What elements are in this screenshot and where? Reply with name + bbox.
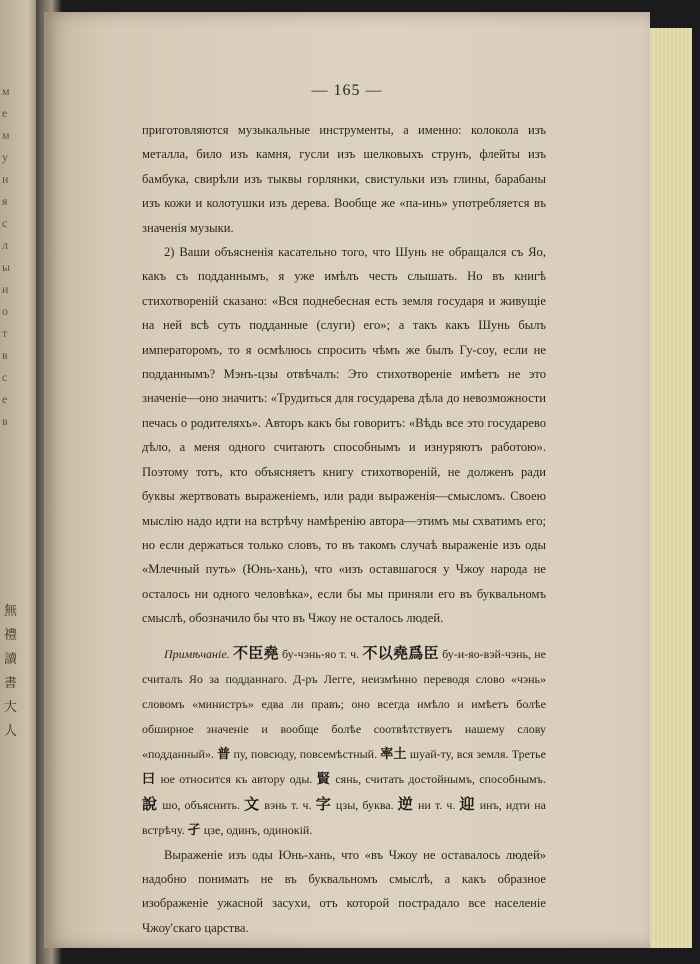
page-block-edge	[646, 28, 692, 948]
book-page	[44, 12, 650, 948]
left-page-fragment: т	[2, 326, 8, 340]
cjk-glyphs: 不臣堯	[232, 643, 279, 662]
left-page-fragment: у	[2, 150, 8, 164]
left-page-fragment: м	[2, 128, 10, 142]
note-text: юе относится къ автору оды.	[156, 771, 317, 786]
paragraph-dialogue: 2) Ваши объясненія касательно того, что Шунь не обращался съ Яо, какъ съ подданнымъ, я уже имѣлъ честь слышать. Но въ книгѣ стихотвореній сказано: «Вся поднебесная есть земля государя и живущіе на ней всѣ суть подданные (слуги) его»; а такъ какъ Шунь былъ императоромъ, то я осмѣлюсь спросить чѣмъ же былъ Гу-coy, если не подданнымъ? Мэнъ-цзы отвѣчалъ: Это стихотвореніе имѣетъ не это значеніе—оно значитъ: «Трудиться для государева дѣла до невозможности печась о родителяхъ». Авторъ какъ бы говоритъ: «Вѣдь все это государево дѣло, а меня одного считаютъ способнымъ и изнуряютъ работою». Поэтому тотъ, кто объясняетъ книгу стихотвореній, не долженъ ради буквы жертвовать выраженіемъ, или ради выраженія—смысломъ. Своею мыслію надо идти на встрѣчу намѣренію автора—этимъ мы схватимъ его; но если держаться только словъ, то въ такомъ случаѣ выраженіе изъ оды «Млечный путь» (Юнь-хань), что «изъ оставшагося у Чжоу народа не осталось ни одного человѣка», если бы мы приняли его въ буквальномъ смыслѣ, обозначило бы что въ Чжоу не осталось людей.	[142, 245, 546, 626]
note-text: бу-чэнь-яо т. ч.	[278, 646, 363, 661]
cjk-glyphs: 孑	[187, 822, 201, 838]
note-text: инъ, идти на встрѣчу.	[142, 797, 546, 837]
note-paragraph	[142, 641, 546, 843]
cjk-glyphs: 不以堯爲臣	[362, 643, 439, 662]
note-text: сянь, считать достойнымъ, способнымъ.	[331, 771, 546, 786]
left-page-cjk-char: 無	[4, 604, 18, 619]
left-page-fragment: е	[2, 392, 8, 406]
cjk-glyphs: 迎	[459, 794, 476, 813]
left-page-fragment: я	[2, 194, 8, 208]
left-page-cjk-char: 書	[4, 676, 18, 691]
note-text: цзе, одинъ, одинокій.	[200, 822, 313, 837]
left-page-text	[2, 80, 36, 432]
page-body	[142, 118, 546, 940]
left-page-fragment: е	[2, 106, 8, 120]
left-page-cjk-char: 大	[4, 700, 18, 715]
note-text: вэнь т. ч.	[260, 797, 316, 812]
left-page-fragment: о	[2, 304, 8, 318]
left-page-cjk-char: 人	[4, 724, 18, 739]
cjk-glyphs: 曰	[142, 771, 157, 787]
note-text: пу, повсюду, повсемѣстный.	[230, 746, 381, 761]
left-page-cjk-column	[4, 600, 34, 744]
note-text: ни т. ч.	[413, 797, 460, 812]
left-page-fragment: ы	[2, 260, 11, 274]
note-text: шуай-ту, вся земля. Третье	[406, 746, 546, 761]
left-page-fragment: и	[2, 172, 9, 186]
cjk-glyphs: 率土	[380, 746, 407, 762]
note-label: Примѣчаніе.	[164, 646, 230, 661]
paragraph-conclusion: Выраженіе изъ оды Юнь-хань, что «въ Чжоу не оставалось людей» надобно понимать не въ буквальномъ смыслѣ, а какъ образное изображеніе ужасной засухи, отъ которой пострадало все населеніе Чжоу'скаго царства.	[142, 847, 546, 935]
left-page-fragment: с	[2, 216, 8, 230]
note-text: цзы, буква.	[331, 797, 398, 812]
cjk-glyphs: 字	[315, 794, 332, 813]
cjk-glyphs: 文	[244, 794, 261, 813]
note-text: шо, объяснить.	[158, 797, 245, 812]
left-page-fragment: с	[2, 370, 8, 384]
cjk-glyphs: 普	[217, 746, 231, 762]
paragraph-instruments: приготовляются музыкальные инструменты, а именно: колокола изъ металла, било изъ камня, гусли изъ шелковыхъ струнъ, флейты изъ бамбука, свирѣли изъ тыквы горлянки, свистульки изъ глины, барабаны изъ кожи и колотушки изъ дерева. Вообще же «па-инь» употребляется въ значенія музыки.	[142, 123, 546, 235]
left-page-fragment: м	[2, 84, 10, 98]
cjk-glyphs: 逆	[397, 794, 414, 813]
left-page-cjk-char: 讀	[4, 652, 18, 667]
left-page-fragment: и	[2, 282, 9, 296]
note-text: бу-и-яо-вэй-чэнь, не считалъ Яо за подданнаго. Д-ръ Легге, неизмѣнно переводя слово «чэнь» словомъ «министръ» едва ли правъ; оно всегда имѣло и имѣетъ болѣе обширное значеніе и вообще болѣе соотвѣтствуетъ нашему слову «подданный».	[142, 646, 547, 761]
left-page-cjk-char: 禮	[4, 628, 18, 643]
left-page-edge	[0, 0, 40, 964]
cjk-glyphs: 賢	[316, 771, 332, 787]
cjk-glyphs: 說	[142, 794, 159, 813]
left-page-fragment: в	[2, 414, 8, 428]
page-number: — 165 —	[311, 82, 383, 99]
left-page-fragment: л	[2, 238, 8, 252]
left-page-fragment: в	[2, 348, 8, 362]
